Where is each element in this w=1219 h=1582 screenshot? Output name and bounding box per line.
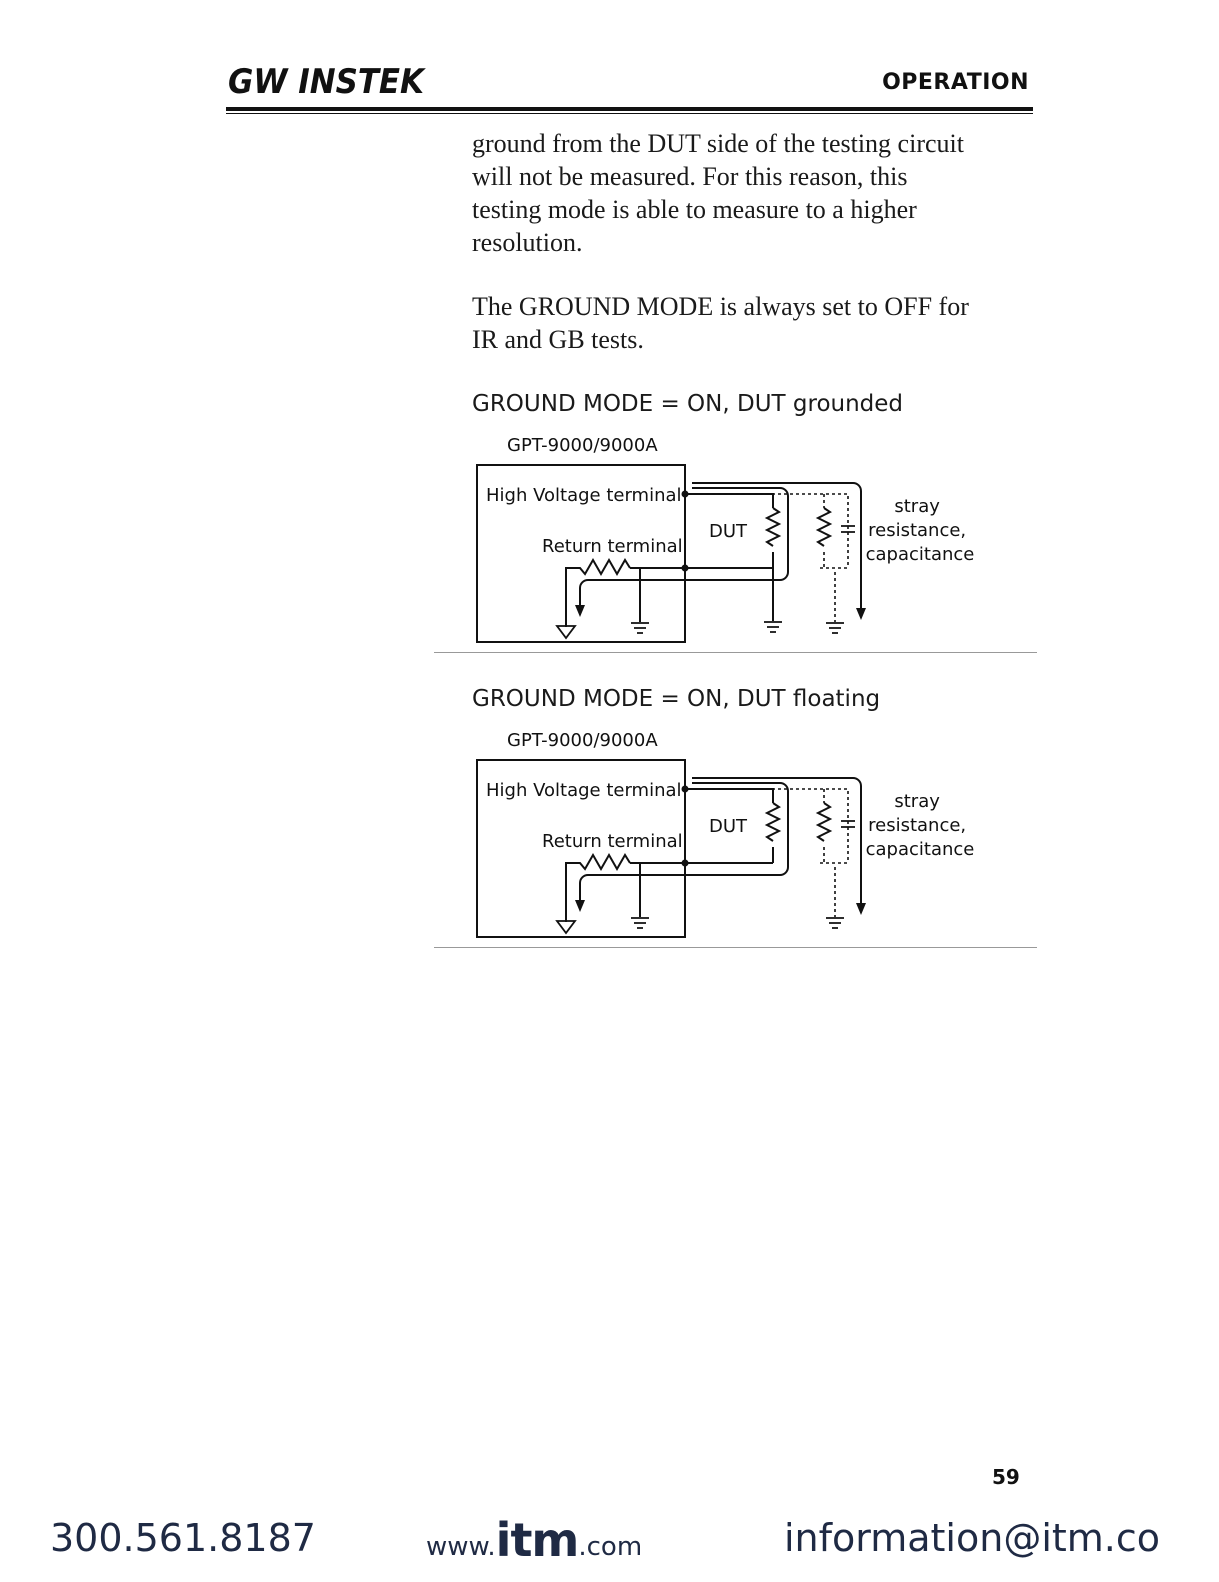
return-terminal-label: Return terminal (542, 536, 683, 557)
footer-website[interactable] (426, 1513, 643, 1567)
footer-email[interactable]: information@itm.co (784, 1516, 1161, 1560)
instrument-label: GPT-9000/9000A (507, 730, 658, 751)
itm-logo: itm (495, 1513, 579, 1567)
header-rule-thin (226, 113, 1033, 114)
svg-text:GW INSTEK: GW INSTEK (228, 62, 427, 98)
page-number: 59 (992, 1465, 1020, 1489)
hv-terminal-label: High Voltage terminal (486, 485, 682, 506)
header-rule (226, 107, 1033, 111)
text-line: resolution. (472, 228, 583, 257)
paragraph-ground-mode-off (472, 290, 1032, 356)
figure-divider (434, 652, 1037, 653)
circuit-diagram-floating (430, 720, 1030, 950)
text-line: testing mode is able to measure to a higher (472, 195, 917, 224)
circuit-diagram-grounded (430, 425, 1030, 655)
dut-label: DUT (709, 816, 748, 837)
dut-label: DUT (709, 521, 748, 542)
figure-divider (434, 947, 1037, 948)
web-prefix: www. (426, 1532, 496, 1562)
web-suffix: .com (578, 1532, 643, 1562)
figure-title-floating: GROUND MODE = ON, DUT floating (472, 686, 881, 712)
footer-phone[interactable]: 300.561.8187 (50, 1516, 316, 1560)
hv-terminal-label: High Voltage terminal (486, 780, 682, 801)
text-line: will not be measured. For this reason, this (472, 162, 908, 191)
instrument-label: GPT-9000/9000A (507, 435, 658, 456)
section-title: OPERATION (882, 70, 1029, 95)
text-line: The GROUND MODE is always set to OFF for (472, 292, 969, 321)
figure-title-grounded: GROUND MODE = ON, DUT grounded (472, 391, 904, 417)
stray-label: stray resistance, capacitance (865, 791, 975, 860)
text-line: IR and GB tests. (472, 325, 644, 354)
return-terminal-label: Return terminal (542, 831, 683, 852)
paragraph-resolution (472, 127, 1032, 259)
stray-label: stray resistance, capacitance (865, 496, 975, 565)
gw-instek-logo (228, 62, 428, 98)
text-line: ground from the DUT side of the testing circuit (472, 129, 964, 158)
